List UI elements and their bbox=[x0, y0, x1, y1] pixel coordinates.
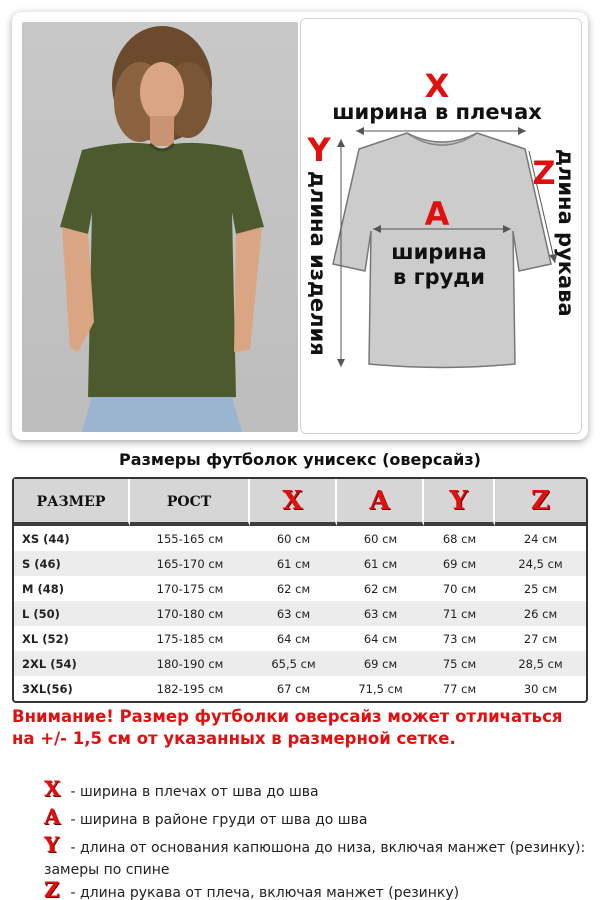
size-cell: XS (44) bbox=[22, 531, 70, 546]
diagram-z-label: длина рукава bbox=[554, 149, 578, 317]
height-cell: 182-195 см bbox=[156, 681, 224, 696]
header-z: Z bbox=[495, 479, 586, 526]
warning-text: Внимание! Размер футболки оверсайз может отличаться на +/- 1,5 см от указанных в размерной сетке. bbox=[12, 707, 563, 748]
z-cell: 27 см bbox=[523, 631, 558, 646]
a-cell: 62 см bbox=[363, 581, 398, 596]
y-cell: 69 см bbox=[424, 551, 495, 576]
table-row bbox=[14, 526, 586, 551]
height-cell: 180-190 см bbox=[130, 651, 250, 676]
z-cell: 30 см bbox=[523, 681, 558, 696]
size-table-container bbox=[12, 477, 588, 703]
y-cell: 71 см bbox=[424, 601, 495, 626]
measurement-diagram bbox=[300, 18, 582, 434]
z-cell: 24,5 см bbox=[495, 551, 586, 576]
header-a: A bbox=[337, 479, 424, 526]
size-cell: 2XL (54) bbox=[14, 651, 130, 676]
x-cell: 61 см bbox=[250, 551, 337, 576]
product-photo bbox=[22, 22, 298, 432]
table-row bbox=[14, 601, 586, 626]
height-cell: 170-180 см bbox=[130, 601, 250, 626]
x-cell: 64 см bbox=[276, 631, 311, 646]
legend-item-y bbox=[44, 834, 594, 881]
size-cell: M (48) bbox=[22, 581, 64, 596]
table-row bbox=[14, 676, 586, 701]
y-cell: 70 см bbox=[442, 581, 477, 596]
y-cell: 68 см bbox=[442, 531, 477, 546]
legend-item-a bbox=[44, 806, 594, 831]
table-header-row bbox=[14, 479, 586, 526]
size-cell: 3XL(56) bbox=[22, 681, 73, 696]
header-x: X bbox=[250, 479, 337, 526]
z-cell: 25 см bbox=[523, 581, 558, 596]
diagram-a-letter: A bbox=[424, 195, 450, 233]
header-height: РОСТ bbox=[130, 479, 250, 526]
diagram-x-label: ширина в плечах bbox=[332, 100, 542, 124]
height-cell: 155-165 см bbox=[156, 531, 224, 546]
a-cell: 61 см bbox=[337, 551, 424, 576]
legend-item-x bbox=[44, 778, 594, 803]
model-illustration bbox=[22, 22, 298, 432]
x-cell: 62 см bbox=[276, 581, 311, 596]
diagram-z-letter: Z bbox=[532, 154, 556, 192]
a-cell: 69 см bbox=[337, 651, 424, 676]
legend-text-y: - длина от основания капюшона до низа, включая манжет (резинку): замеры по спине bbox=[44, 840, 586, 878]
x-cell: 63 см bbox=[250, 601, 337, 626]
legend-letter-z: Z bbox=[44, 877, 60, 900]
table-title: Размеры футболок унисекс (оверсайз) bbox=[119, 450, 481, 469]
z-cell: 24 см bbox=[523, 531, 558, 546]
z-cell: 28,5 см bbox=[495, 651, 586, 676]
header-size: РАЗМЕР bbox=[14, 479, 130, 526]
legend-text-z: - длина рукава от плеча, включая манжет (резинку) bbox=[70, 885, 460, 900]
diagram-a-label-line2: в груди bbox=[393, 265, 485, 289]
legend-item-z bbox=[44, 879, 594, 900]
tshirt-diagram bbox=[301, 19, 582, 434]
size-cell: S (46) bbox=[14, 551, 130, 576]
a-cell: 64 см bbox=[363, 631, 398, 646]
diagram-y-label: длина изделия bbox=[306, 171, 330, 356]
y-cell: 73 см bbox=[442, 631, 477, 646]
a-cell: 63 см bbox=[337, 601, 424, 626]
z-cell: 26 см bbox=[495, 601, 586, 626]
size-cell: L (50) bbox=[14, 601, 130, 626]
legend-letter-y: Y bbox=[44, 832, 59, 857]
x-cell: 65,5 см bbox=[250, 651, 337, 676]
height-cell: 175-185 см bbox=[156, 631, 224, 646]
table-row bbox=[14, 626, 586, 651]
diagram-a-label-line1: ширина bbox=[391, 240, 487, 264]
x-cell: 67 см bbox=[276, 681, 311, 696]
y-cell: 77 см bbox=[442, 681, 477, 696]
size-table bbox=[14, 479, 586, 701]
height-cell: 170-175 см bbox=[156, 581, 224, 596]
diagram-x-letter: X bbox=[424, 67, 450, 105]
table-row bbox=[14, 651, 586, 676]
a-cell: 60 см bbox=[363, 531, 398, 546]
a-cell: 71,5 см bbox=[358, 681, 403, 696]
legend-text-a: - ширина в районе груди от шва до шва bbox=[70, 812, 368, 828]
legend-letter-a: A bbox=[44, 804, 61, 829]
y-cell: 75 см bbox=[424, 651, 495, 676]
table-row bbox=[14, 551, 586, 576]
table-row bbox=[14, 576, 586, 601]
header-y: Y bbox=[424, 479, 495, 526]
legend-text-x: - ширина в плечах от шва до шва bbox=[70, 784, 319, 800]
x-cell: 60 см bbox=[276, 531, 311, 546]
legend-letter-x: X bbox=[44, 776, 61, 801]
diagram-y-letter: Y bbox=[307, 131, 331, 169]
size-cell: XL (52) bbox=[22, 631, 69, 646]
height-cell: 165-170 см bbox=[130, 551, 250, 576]
